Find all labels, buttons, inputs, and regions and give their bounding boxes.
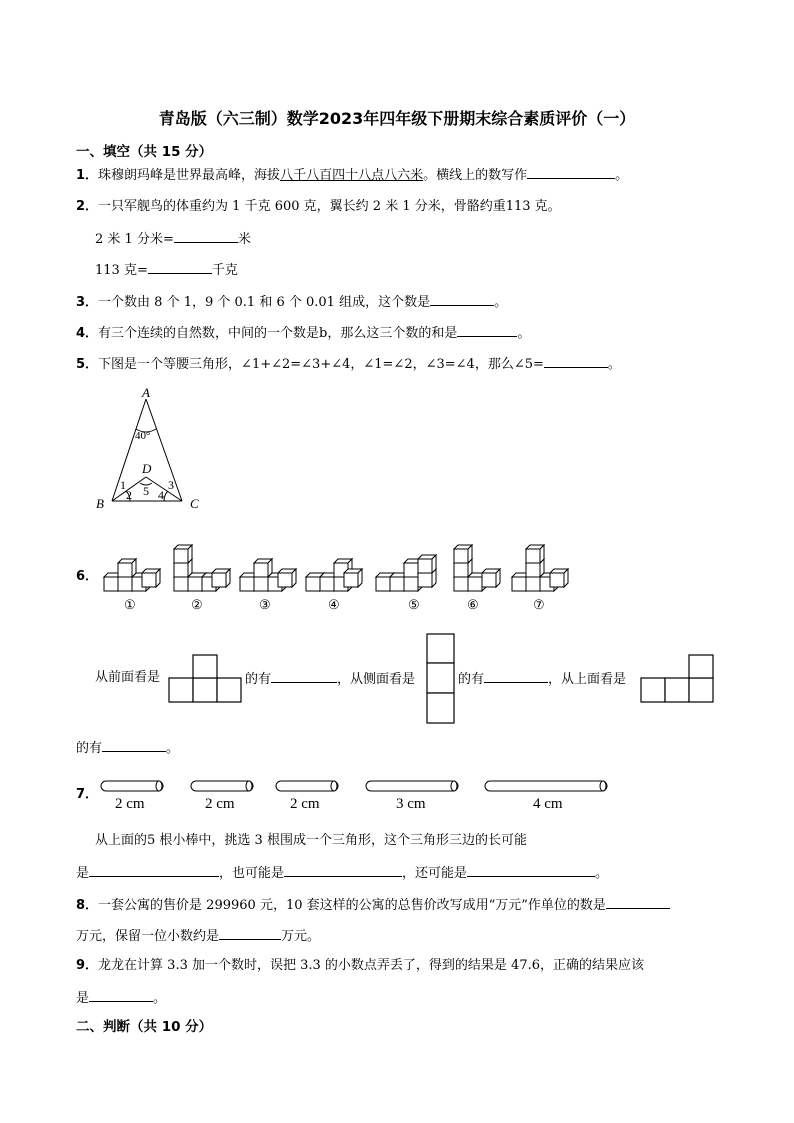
- answer-blank[interactable]: [89, 988, 153, 1002]
- question-number: 3．: [76, 295, 99, 310]
- top-view-shape: [640, 654, 716, 704]
- figure-label-6: ⑥: [467, 597, 479, 612]
- unit-text: 米: [237, 232, 251, 247]
- question-number: 4．: [76, 326, 99, 341]
- question-number: 8．: [76, 898, 99, 913]
- question-text: 从上面的5 根小棒中，挑选 3 根围成一个三角形，这个三角形三边的长可能: [95, 833, 527, 848]
- cube-figure-3: [240, 559, 296, 591]
- question-text: 下图是一个等腰三角形，∠1+∠2=∠3+∠4，∠1=∠2，∠3=∠4，那么∠5=: [98, 357, 544, 372]
- question-number: 7．: [76, 787, 99, 802]
- page-title: 青岛版（六三制）数学2023年四年级下册期末综合素质评价（一）: [158, 109, 636, 128]
- answer-blank[interactable]: [148, 260, 212, 274]
- answer-blank[interactable]: [467, 863, 595, 877]
- punctuation: 。: [595, 866, 609, 881]
- question-text: 一只军舰鸟的体重约为 1 千克 600 克，翼长约 2 米 1 分米，骨骼约重113 克。: [98, 199, 561, 214]
- question-text: ，还可能是: [402, 866, 468, 881]
- sub-question-text: 2 米 1 分米=: [95, 232, 174, 247]
- question-number: 6．: [76, 569, 99, 584]
- question-7-answers: [76, 863, 608, 883]
- view-text: ，从侧面看是: [337, 672, 416, 687]
- question-6-top-segment: [458, 669, 626, 689]
- question-9-line-2: [76, 988, 166, 1008]
- answer-blank[interactable]: [174, 229, 238, 243]
- vertex-label-b: B: [96, 496, 104, 511]
- vertex-label-a: A: [142, 385, 150, 400]
- stick-5: [485, 781, 607, 791]
- question-number: 9．: [76, 958, 99, 973]
- figure-label-1: ①: [124, 597, 136, 612]
- isosceles-triangle-figure: [90, 385, 220, 515]
- question-text: 龙龙在计算 3.3 加一个数时，误把 3.3 的小数点弄丢了，得到的结果是 47.6，正确的结果应该: [98, 958, 645, 973]
- answer-blank[interactable]: [219, 926, 281, 940]
- question-text: 是: [76, 866, 90, 881]
- question-text: 一个数由 8 个 1，9 个 0.1 和 6 个 0.01 组成，这个数是: [98, 295, 431, 310]
- question-6-front-label: [95, 669, 160, 687]
- sub-question-text: 113 克=: [95, 263, 148, 278]
- underlined-text: 八千八百四十八点八六米: [280, 168, 424, 183]
- question-text: 有三个连续的自然数，中间的一个数是b，那么这三个数的和是: [98, 326, 458, 341]
- answer-blank[interactable]: [430, 292, 494, 306]
- punctuation: 。: [517, 326, 531, 341]
- cube-figure-6: [454, 545, 500, 591]
- angle-label-2: 2: [126, 488, 132, 502]
- stick-label-2: 2 cm: [205, 796, 235, 812]
- stick-label-4: 3 cm: [396, 796, 426, 812]
- question-number: 2．: [76, 199, 99, 214]
- cube-figures: [100, 535, 580, 615]
- question-number: 5．: [76, 357, 99, 372]
- view-text: 的有: [245, 672, 272, 687]
- question-7-text: [95, 832, 527, 850]
- cube-figure-4: [306, 559, 362, 591]
- stick-label-1: 2 cm: [115, 796, 145, 812]
- figure-label-2: ②: [191, 597, 203, 612]
- angle-label-40: 40°: [135, 430, 151, 442]
- stick-2: [191, 781, 253, 791]
- angle-label-5: 5: [143, 484, 149, 498]
- figure-label-4: ④: [328, 597, 340, 612]
- angle-label-1: 1: [120, 478, 126, 492]
- question-8: [76, 895, 670, 915]
- answer-blank[interactable]: [271, 669, 337, 683]
- stick-label-3: 2 cm: [290, 796, 320, 812]
- answer-blank[interactable]: [606, 895, 670, 909]
- question-6-number: [76, 568, 98, 586]
- side-ac: [146, 399, 182, 501]
- question-text: 一套公寓的售价是 299960 元，10 套这样的公寓的总售价改写成用“万元”作单位的数是: [98, 898, 606, 913]
- question-text: 是: [76, 991, 90, 1006]
- view-text: 的有: [458, 672, 485, 687]
- angle-arc-c: [164, 491, 168, 501]
- question-text: 。横线上的数写作: [423, 168, 528, 183]
- question-number: 1．: [76, 168, 99, 183]
- answer-blank[interactable]: [102, 738, 166, 752]
- stick-1: [101, 781, 163, 791]
- question-1: [76, 165, 628, 185]
- answer-blank[interactable]: [527, 165, 615, 179]
- vertex-label-c: C: [190, 496, 199, 511]
- question-2: [76, 198, 561, 216]
- punctuation: 。: [615, 168, 629, 183]
- stick-label-5: 4 cm: [533, 796, 563, 812]
- punctuation: 。: [494, 295, 508, 310]
- question-4: [76, 323, 530, 343]
- figure-label-7: ⑦: [533, 597, 545, 612]
- question-text: 万元。: [281, 929, 321, 944]
- angle-label-3: 3: [168, 478, 174, 492]
- stick-4: [366, 781, 458, 791]
- punctuation: 。: [166, 741, 180, 756]
- question-text: 珠穆朗玛峰是世界最高峰，海拔: [98, 168, 281, 183]
- answer-blank[interactable]: [544, 354, 608, 368]
- question-9: [76, 957, 644, 975]
- vertex-label-d: D: [142, 461, 152, 476]
- view-text: ，从上面看是: [548, 672, 627, 687]
- answer-blank[interactable]: [89, 863, 219, 877]
- question-6-side-segment: [245, 669, 415, 689]
- figure-label-5: ⑤: [408, 597, 420, 612]
- answer-blank[interactable]: [484, 669, 548, 683]
- side-ab: [112, 399, 146, 501]
- section-true-false-heading: 二、判断（共 10 分）: [76, 1019, 213, 1035]
- question-2-sub-1: [95, 229, 251, 249]
- section-fill-in-heading: 一、填空（共 15 分）: [76, 144, 213, 160]
- cube-figure-7: [512, 545, 568, 591]
- question-8-line-2: [76, 926, 320, 946]
- answer-blank[interactable]: [457, 323, 517, 337]
- cube-figure-2: [174, 545, 230, 591]
- view-text: 的有: [76, 741, 103, 756]
- question-2-sub-2: [95, 260, 238, 280]
- question-6-end: [76, 738, 179, 758]
- stick-3: [276, 781, 338, 791]
- cube-figure-1: [104, 559, 160, 591]
- front-view-shape: [168, 654, 244, 704]
- question-text: ，也可能是: [219, 866, 285, 881]
- sticks-figure: [95, 776, 615, 796]
- side-view-shape: [426, 633, 456, 725]
- figure-label-3: ③: [259, 597, 271, 612]
- punctuation: 。: [607, 357, 621, 372]
- question-5: [76, 354, 621, 374]
- view-text: 从前面看是: [95, 670, 161, 685]
- angle-label-4: 4: [158, 488, 164, 502]
- cube-figure-5: [376, 555, 436, 591]
- punctuation: 。: [153, 991, 167, 1006]
- answer-blank[interactable]: [284, 863, 402, 877]
- question-text: 万元，保留一位小数约是: [76, 929, 220, 944]
- unit-text: 千克: [211, 263, 238, 278]
- question-3: [76, 292, 507, 312]
